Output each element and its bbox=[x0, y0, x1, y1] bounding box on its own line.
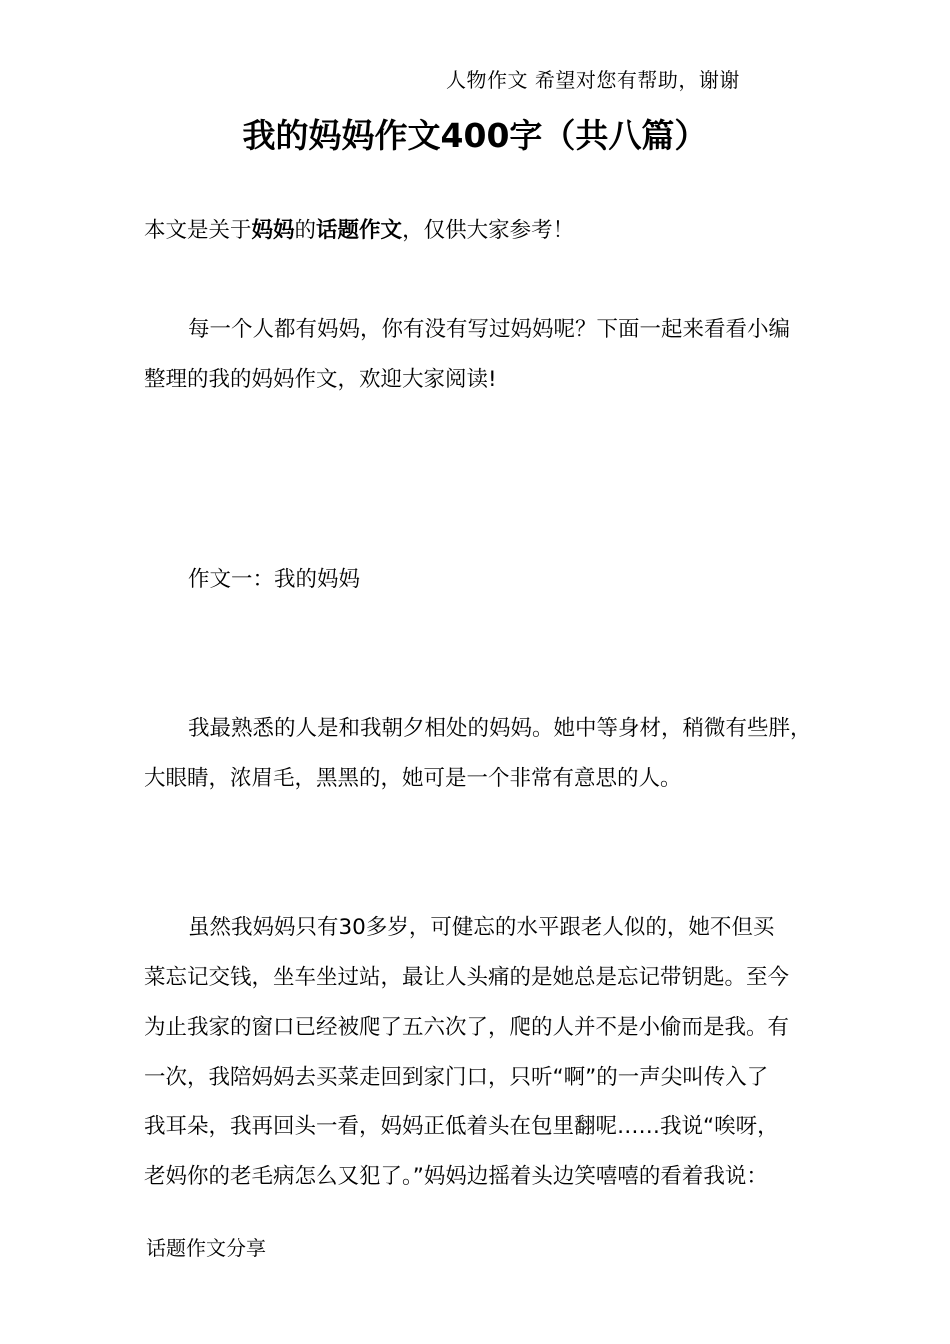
paragraph-line: 大眼睛，浓眉毛，黑黑的，她可是一个非常有意思的人。 bbox=[144, 766, 682, 791]
paragraph-line: 我最熟悉的人是和我朝夕相处的妈妈。她中等身材，稍微有些胖， bbox=[188, 716, 812, 741]
paragraph-line: 虽然我妈妈只有30多岁，可健忘的水平跟老人似的，她不但买 bbox=[188, 915, 775, 940]
intro-text-3: ，仅供大家参考！ bbox=[402, 218, 575, 243]
paragraph-line: 老妈你的老毛病怎么又犯了。”妈妈边摇着头边笑嘻嘻的看着我说： bbox=[144, 1164, 768, 1189]
paragraph-line: 菜忘记交钱，坐车坐过站，最让人头痛的是她总是忘记带钥匙。至今 bbox=[144, 965, 790, 990]
header-note: 人物作文 希望对您有帮助，谢谢 bbox=[446, 68, 740, 92]
intro-line bbox=[144, 216, 574, 246]
paragraph-line: 为止我家的窗口已经被爬了五六次了，爬的人并不是小偷而是我。有 bbox=[144, 1015, 790, 1040]
paragraph-line: 每一个人都有妈妈，你有没有写过妈妈呢？下面一起来看看小编 bbox=[188, 317, 791, 342]
paragraph-line: 整理的我的妈妈作文，欢迎大家阅读! bbox=[144, 367, 497, 392]
document-title: 我的妈妈作文400字（共八篇） bbox=[242, 116, 708, 155]
intro-text-1: 本文是关于 bbox=[144, 218, 252, 243]
intro-bold-topic: 妈妈 bbox=[251, 218, 295, 243]
intro-bold-category: 话题作文 bbox=[316, 218, 403, 243]
section-heading: 作文一：我的妈妈 bbox=[188, 567, 361, 592]
footer-note: 话题作文分享 bbox=[146, 1236, 266, 1260]
paragraph-line: 一次，我陪妈妈去买菜走回到家门口，只听“啊”的一声尖叫传入了 bbox=[144, 1065, 769, 1090]
paragraph-line: 我耳朵，我再回头一看，妈妈正低着头在包里翻呢……我说“唉呀， bbox=[144, 1114, 779, 1139]
intro-text-2: 的 bbox=[294, 218, 317, 243]
